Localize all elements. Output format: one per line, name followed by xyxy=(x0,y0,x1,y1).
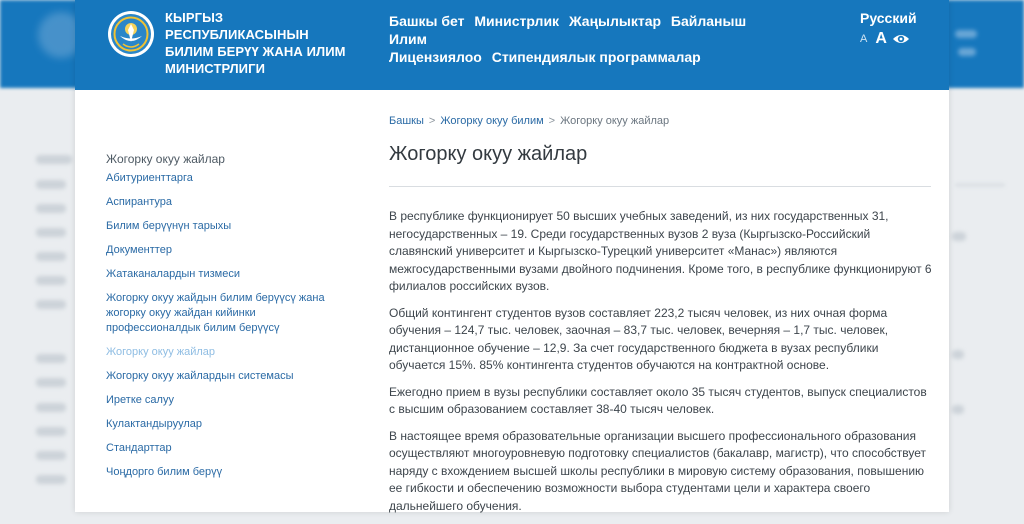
sidebar-item[interactable]: Документтер xyxy=(106,244,172,256)
article-paragraph: В республике функционирует 50 высших учебных заведений, из них государственных 31, негосударственных – 19. Среди государственных вузов 2 вуза (Кыргызско-Российский славянский университет и Кыргызско-Турецкий университет «Манас») являются межгосударственными вузами двойного подчинения. Кроме того, в республике функционируют 6 филиалов российских вузов. xyxy=(389,209,932,293)
background-blur-text xyxy=(952,350,964,359)
background-blur-text xyxy=(36,475,66,484)
title-divider xyxy=(389,186,931,187)
ministry-name-line: БИЛИМ БЕРҮҮ ЖАНА ИЛИМ xyxy=(165,44,346,59)
nav-licensing-link[interactable]: Лицензиялоо xyxy=(389,49,482,65)
sidebar-item[interactable]: Жогорку окуу жайлар xyxy=(106,346,216,358)
background-blur-text xyxy=(955,30,977,38)
background-blur-text xyxy=(952,405,964,414)
sidebar-item[interactable]: Билим берүүнүн тарыхы xyxy=(106,220,232,232)
sidebar-item[interactable]: Чоңдорго билим берүү xyxy=(106,466,223,478)
ministry-name[interactable] xyxy=(165,9,355,77)
sidebar-item[interactable]: Кулактандыруулар xyxy=(106,418,202,430)
sidebar-item[interactable]: Аспирантура xyxy=(106,196,173,208)
breadcrumb-home-link[interactable]: Башкы xyxy=(389,115,424,127)
nav-scholarships-link[interactable]: Стипендиялык программалар xyxy=(491,49,701,65)
nav-news-link[interactable]: Жаңылыктар xyxy=(568,13,662,29)
breadcrumb-higher-education-link[interactable]: Жогорку окуу билим xyxy=(440,115,544,127)
background-blur-text xyxy=(36,180,66,189)
font-size-small-button[interactable]: A xyxy=(860,33,868,45)
article-paragraph: Ежегодно прием в вузы республики составляет около 35 тысяч студентов, выпуск специалистов с высшим образованием составляет 38-40 тысяч человек. xyxy=(389,384,927,416)
background-blur-text xyxy=(36,354,66,363)
sidebar-item[interactable]: Жогорку окуу жайлардын системасы xyxy=(106,370,294,382)
ministry-name-line: КЫРГЫЗ xyxy=(165,10,224,25)
background-blur-text xyxy=(36,378,66,387)
background-blur-text xyxy=(952,232,966,241)
background-blur-text xyxy=(36,403,66,412)
sidebar xyxy=(106,151,346,489)
font-size-large-button[interactable]: A xyxy=(875,30,887,47)
sidebar-item[interactable]: Жогорку окуу жайдын билим берүүсү жана жогорку окуу жайдан кийинки профессионалдык билим берүүсү xyxy=(106,292,325,334)
state-emblem-icon xyxy=(107,10,155,58)
breadcrumb xyxy=(389,115,669,127)
ministry-name-line: МИНИСТРЛИГИ xyxy=(165,61,266,76)
ministry-name-line: РЕСПУБЛИКАСЫНЫН xyxy=(165,27,309,42)
breadcrumb-separator: > xyxy=(548,115,556,127)
background-blur-text xyxy=(36,228,66,237)
sidebar-menu xyxy=(106,171,346,480)
article-paragraph: В настоящее время образовательные организации высшего профессионального образования осуществляют многоуровневую подготовку специалистов (бакалавр, магистр), что способствует наряду с вхождением высшей школы республики в мировую систему образования, повышению ее гибкости и обеспечению возможности выбора студентами цели и характера своего дальнейшего обучения. xyxy=(389,428,926,513)
site-header xyxy=(75,0,949,90)
background-blur-text xyxy=(36,276,66,285)
sidebar-item[interactable]: Жатаканалардын тизмеси xyxy=(106,268,240,280)
sidebar-item[interactable]: Иретке салуу xyxy=(106,394,174,406)
top-navigation xyxy=(389,12,799,66)
background-blur-divider xyxy=(955,184,1005,186)
sidebar-item[interactable]: Абитуриенттарга xyxy=(106,172,193,184)
nav-home-link[interactable]: Башкы бет xyxy=(389,13,465,29)
sidebar-item[interactable]: Стандарттар xyxy=(106,442,172,454)
nav-science-link[interactable]: Илим xyxy=(389,31,427,47)
article-paragraph: Общий контингент студентов вузов составляет 223,2 тысяч человек, из них очная форма обучения – 124,7 тыс. человек, заочная – 83,7 тыс. человек, вечерняя – 1,7 тыс. человек, дистанционное обучение – 12,9. За счет государственного бюджета в вузах республики обучается 15%. 85% контингента студентов обучаются на контрактной основе. xyxy=(389,305,889,372)
background-blur-text xyxy=(36,451,66,460)
language-switcher[interactable]: Русский xyxy=(860,10,917,26)
background-blur-text xyxy=(36,427,66,436)
page-title: Жогорку окуу жайлар xyxy=(389,143,588,165)
eye-icon[interactable] xyxy=(892,33,910,45)
background-blur-text xyxy=(36,252,66,261)
background-blur-text xyxy=(36,204,66,213)
breadcrumb-current: Жогорку окуу жайлар xyxy=(560,115,670,127)
breadcrumb-separator: > xyxy=(428,115,436,127)
background-blur-text xyxy=(36,300,66,309)
nav-ministry-link[interactable]: Министрлик xyxy=(474,13,560,29)
accessibility-controls xyxy=(860,30,910,48)
nav-contacts-link[interactable]: Байланыш xyxy=(670,13,747,29)
sidebar-title: Жогорку окуу жайлар xyxy=(106,152,225,166)
page-frame xyxy=(75,0,949,512)
article-content xyxy=(389,208,934,524)
background-blur-text xyxy=(36,155,72,164)
background-blur-text xyxy=(958,48,976,56)
